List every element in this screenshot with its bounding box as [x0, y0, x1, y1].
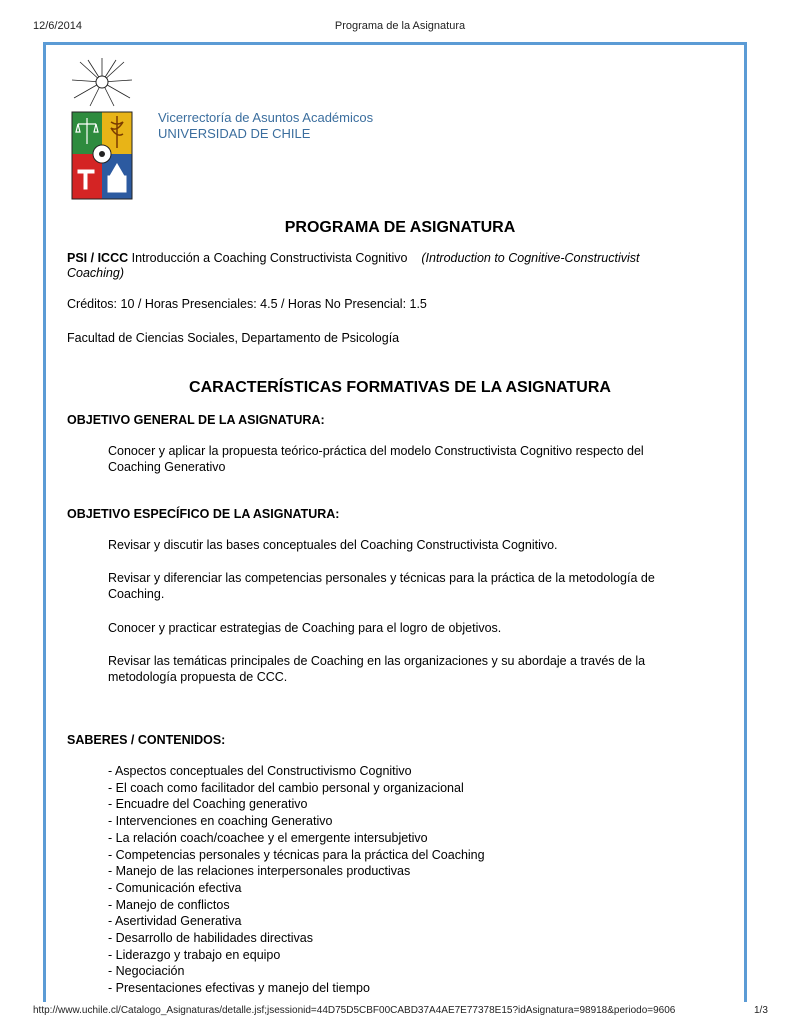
page-title: PROGRAMA DE ASIGNATURA — [284, 219, 516, 236]
list-item: - Competencias personales y técnicas para la práctica del Coaching — [108, 847, 485, 862]
list-item: - Asertividad Generativa — [108, 914, 242, 929]
list-item: - Presentaciones efectivas y manejo del tiempo — [108, 981, 370, 996]
university-crest-logo — [68, 58, 136, 203]
list-item: - Intervenciones en coaching Generativo — [108, 814, 333, 829]
specific-objective-item: Revisar las temáticas principales de Coaching en las organizaciones y su abordaje a través de la metodología propuesta de CCC. — [108, 654, 646, 684]
specific-objective-item: Revisar y discutir las bases conceptuales del Coaching Constructivista Cognitivo. — [108, 538, 558, 552]
course-heading — [67, 251, 692, 281]
list-item: - Comunicación efectiva — [108, 880, 242, 895]
contents-list — [108, 763, 485, 997]
list-item: - El coach como facilitador del cambio personal y organizacional — [108, 780, 464, 795]
course-english-name: (Introduction to Cognitive-Constructivist Coaching) — [67, 251, 640, 280]
faculty-line: Facultad de Ciencias Sociales, Departamento de Psicología — [67, 331, 400, 345]
university-label: UNIVERSIDAD DE CHILE — [158, 126, 311, 141]
list-item: - Manejo de las relaciones interpersonales productivas — [108, 864, 411, 879]
list-item: - La relación coach/coachee y el emergente intersubjetivo — [108, 830, 428, 845]
page-number: 1/3 — [754, 1005, 768, 1016]
list-item: - Encuadre del Coaching generativo — [108, 797, 308, 812]
print-date: 12/6/2014 — [33, 20, 82, 32]
specific-objective-item: Revisar y diferenciar las competencias personales y técnicas para la práctica de la metodología de Coaching. — [108, 571, 655, 601]
course-code: PSI / ICCC — [67, 251, 129, 265]
list-item: - Liderazgo y trabajo en equipo — [108, 947, 281, 962]
contents-heading: SABERES / CONTENIDOS: — [67, 733, 226, 747]
list-item: - Negociación — [108, 964, 185, 979]
list-item: - Aspectos conceptuales del Constructivismo Cognitivo — [108, 764, 412, 778]
print-header — [0, 20, 800, 34]
specific-objective-item: Conocer y practicar estrategias de Coaching para el logro de objetivos. — [108, 621, 502, 635]
institution-name — [158, 110, 373, 142]
characteristics-title: CARACTERÍSTICAS FORMATIVAS DE LA ASIGNATURA — [189, 379, 611, 396]
print-page-title: Programa de la Asignatura — [334, 20, 466, 32]
list-item: - Desarrollo de habilidades directivas — [108, 931, 313, 946]
page-url: http://www.uchile.cl/Catalogo_Asignaturas/detalle.jsf;jsessionid=44D75D5CBF00CABD37A4AE7E77378E15?idAsignatura=98918&periodo=9606 — [33, 1005, 676, 1016]
general-objective-text: Conocer y aplicar la propuesta teórico-práctica del modelo Constructivista Cognitivo respecto del Coaching Generativo — [108, 444, 644, 474]
course-name: Introducción a Coaching Constructivista Cognitivo — [131, 251, 408, 265]
list-item: - Manejo de conflictos — [108, 897, 230, 912]
specific-objective-heading: OBJETIVO ESPECÍFICO DE LA ASIGNATURA: — [67, 507, 340, 521]
general-objective-heading: OBJETIVO GENERAL DE LA ASIGNATURA: — [67, 413, 325, 427]
credits-line: Créditos: 10 / Horas Presenciales: 4.5 / Horas No Presencial: 1.5 — [67, 297, 427, 311]
vice-rectorate-label: Vicerrectoría de Asuntos Académicos — [158, 110, 374, 125]
